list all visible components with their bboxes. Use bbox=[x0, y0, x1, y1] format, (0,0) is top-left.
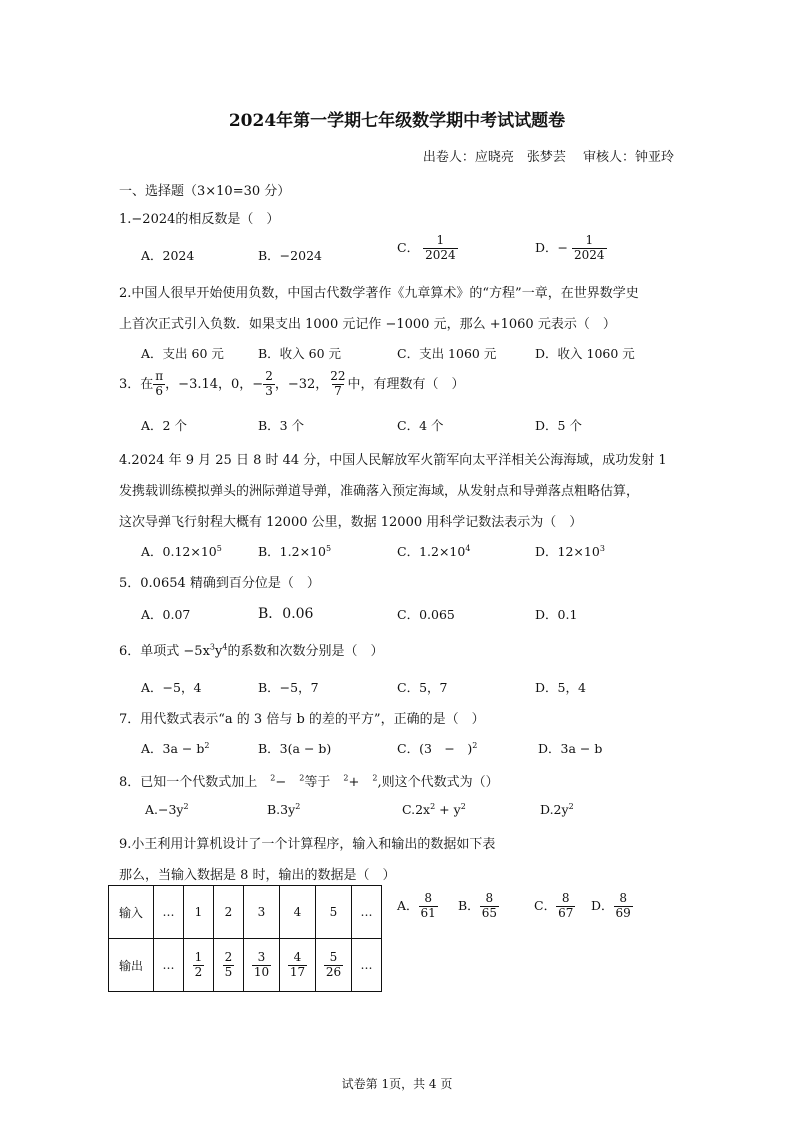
q8-option-a bbox=[145, 802, 189, 817]
fraction-numerator: 5 bbox=[329, 949, 338, 964]
authors-line: 出卷人：应晓亮 张梦芸 审核人：钟亚玲 bbox=[422, 150, 674, 165]
q6-stem-part-c: 的系数和次数分别是（ ） bbox=[227, 644, 384, 659]
q6-option-a: A．−5，4 bbox=[141, 680, 202, 695]
q2-option-c: C．支出 1060 元 bbox=[397, 346, 497, 361]
table-cell: … bbox=[352, 886, 382, 939]
table-row-input bbox=[109, 886, 382, 939]
q4-option-c bbox=[397, 542, 470, 560]
q9-option-d-label: D． bbox=[591, 897, 614, 913]
table-header-output: 输出 bbox=[109, 939, 154, 992]
fraction-denominator: 7 bbox=[334, 383, 342, 398]
q3-option-b: B．3 个 bbox=[258, 418, 305, 433]
question-5-stem: 5．0.0654 精确到百分位是（ ） bbox=[119, 576, 320, 591]
fraction-denominator: 2024 bbox=[573, 247, 605, 262]
fraction-denominator: 10 bbox=[253, 964, 270, 979]
output-fraction bbox=[252, 951, 271, 980]
fraction-numerator: 1 bbox=[194, 949, 203, 964]
table-cell: … bbox=[154, 886, 184, 939]
question-3-stem bbox=[119, 370, 465, 399]
q4-option-a bbox=[141, 542, 222, 560]
q2-option-d: D．收入 1060 元 bbox=[535, 346, 635, 361]
exponent: 2 bbox=[270, 773, 276, 783]
input-output-table bbox=[108, 885, 382, 992]
output-fraction bbox=[288, 951, 307, 980]
q9-option-d bbox=[591, 892, 633, 921]
q7-option-a bbox=[141, 739, 209, 757]
table-cell bbox=[244, 939, 280, 992]
question-7-stem: 7．用代数式表示“a 的 3 倍与 b 的差的平方”，正确的是（ ） bbox=[119, 712, 485, 727]
fraction-numerator: 8 bbox=[561, 891, 570, 905]
q9-option-c bbox=[534, 892, 575, 921]
q3-option-a: A．2 个 bbox=[141, 418, 187, 433]
q3-option-d: D．5 个 bbox=[535, 418, 582, 433]
fraction-numerator: 1 bbox=[436, 233, 445, 247]
fraction-denominator: 61 bbox=[420, 905, 436, 920]
fraction-denominator: 67 bbox=[558, 905, 574, 920]
q9-option-a-fraction bbox=[419, 892, 438, 921]
q9-option-b-label: B． bbox=[458, 897, 480, 913]
fraction-numerator: 8 bbox=[485, 891, 494, 905]
exponent: 4 bbox=[222, 642, 228, 652]
question-4-line-1: 4.2024 年 9 月 25 日 8 时 44 分，中国人民解放军火箭军向太平洋相关公海海域，成功发射 1 bbox=[119, 453, 667, 468]
q8-option-b-base: B.3y bbox=[267, 802, 296, 818]
q6-option-c: C．5，7 bbox=[397, 680, 448, 695]
table-cell bbox=[184, 939, 214, 992]
fraction-denominator: 69 bbox=[615, 905, 631, 920]
exponent: 3 bbox=[599, 543, 605, 553]
table-cell: 1 bbox=[184, 886, 214, 939]
q5-option-b: B．0.06 bbox=[258, 606, 314, 622]
q6-stem-part-a: 6．单项式 −5x bbox=[119, 644, 210, 659]
q3-fraction-22-over-7 bbox=[328, 370, 347, 399]
q8-option-d-base: D.2y bbox=[540, 802, 569, 818]
page-footer: 试卷第 1页，共 4 页 bbox=[341, 1077, 453, 1091]
q2-option-b: B．收入 60 元 bbox=[258, 346, 342, 361]
q9-option-b-fraction bbox=[480, 892, 499, 921]
q7-option-c bbox=[397, 739, 477, 757]
exponent: 2 bbox=[295, 802, 301, 811]
q7-option-a-base: A．3a − b bbox=[141, 741, 205, 756]
fraction-denominator: 2 bbox=[194, 964, 203, 979]
q5-option-a: A．0.07 bbox=[141, 607, 191, 622]
table-cell bbox=[316, 939, 352, 992]
q3-middle-2: ，−32， bbox=[274, 376, 329, 392]
table-header-input: 输入 bbox=[109, 886, 154, 939]
exponent: 2 bbox=[183, 802, 189, 811]
output-fraction bbox=[193, 951, 205, 980]
table-cell bbox=[214, 939, 244, 992]
q8-option-c-mid: + y bbox=[435, 802, 461, 818]
question-4-line-3: 这次导弹飞行射程大概有 12000 公里，数据 12000 用科学记数法表示为（ ） bbox=[119, 515, 583, 530]
q4-option-d-base: D．12×10 bbox=[535, 544, 600, 559]
fraction-denominator: 17 bbox=[289, 964, 306, 979]
exponent: 2 bbox=[460, 802, 466, 811]
fraction-numerator: π bbox=[155, 369, 164, 383]
q4-option-d bbox=[535, 542, 605, 560]
q7-option-d: D．3a − b bbox=[538, 741, 603, 756]
output-fraction bbox=[324, 951, 343, 980]
exponent: 2 bbox=[372, 773, 378, 783]
exam-title: 2024年第一学期七年级数学期中考试试题卷 bbox=[228, 111, 566, 131]
fraction-denominator: 6 bbox=[155, 383, 164, 398]
question-6-stem bbox=[119, 640, 383, 659]
fraction-numerator: 8 bbox=[424, 891, 432, 905]
q8-option-c bbox=[402, 802, 466, 817]
exponent: 2 bbox=[472, 740, 478, 750]
q3-suffix: 中，有理数有（ ） bbox=[347, 376, 465, 392]
q3-fraction-2-over-3 bbox=[263, 370, 275, 399]
exponent: 5 bbox=[325, 543, 332, 553]
q1-option-a: A．2024 bbox=[141, 248, 195, 263]
section-heading: 一、选择题（3×10=30 分） bbox=[119, 184, 291, 199]
fraction-denominator: 26 bbox=[325, 964, 342, 979]
q8-stem-part-e: ,则这个代数式为（） bbox=[377, 775, 499, 790]
q4-option-a-base: A．0.12×10 bbox=[141, 544, 217, 559]
fraction-denominator: 5 bbox=[224, 964, 233, 979]
table-cell: … bbox=[154, 939, 184, 992]
exponent: 2 bbox=[204, 740, 210, 750]
table-cell bbox=[280, 939, 316, 992]
q1-option-c bbox=[397, 234, 458, 263]
question-4-line-2: 发携载训练模拟弹头的洲际弹道导弹，准确落入预定海域，从发射点和导弹落点粗略估算， bbox=[119, 484, 640, 499]
q2-option-a: A．支出 60 元 bbox=[141, 346, 224, 361]
question-1-stem: 1.−2024的相反数是（ ） bbox=[119, 212, 280, 227]
q9-option-c-fraction bbox=[556, 892, 575, 921]
q7-option-c-base: C．(3 − ) bbox=[397, 741, 473, 756]
question-8-stem bbox=[119, 771, 499, 790]
q4-option-b-base: B．1.2×10 bbox=[258, 544, 326, 559]
q3-middle-1: ，−3.14，0，− bbox=[165, 376, 264, 392]
output-fraction bbox=[223, 951, 235, 980]
q9-option-b bbox=[458, 892, 499, 921]
fraction-denominator: 3 bbox=[265, 383, 273, 398]
q9-option-a bbox=[397, 892, 438, 921]
exponent: 5 bbox=[216, 543, 222, 553]
exponent: 4 bbox=[465, 543, 471, 553]
q4-option-c-base: C．1.2×10 bbox=[397, 544, 466, 559]
exponent: 2 bbox=[299, 773, 305, 783]
q1-option-d bbox=[535, 234, 607, 263]
fraction-numerator: 3 bbox=[257, 949, 266, 964]
fraction-numerator: 4 bbox=[293, 949, 302, 964]
question-2-line-2: 上首次正式引入负数．如果支出 1000 元记作 −1000 元，那么 +1060 元表示（ ） bbox=[119, 317, 616, 332]
q7-option-b: B．3(a − b) bbox=[258, 741, 332, 756]
q9-option-a-label: A． bbox=[397, 897, 419, 913]
table-cell: 2 bbox=[214, 886, 244, 939]
question-9-line-1: 9.小王利用计算机设计了一个计算程序，输入和输出的数据如下表 bbox=[119, 837, 496, 852]
q1-option-c-fraction bbox=[423, 234, 458, 263]
q8-option-d bbox=[540, 802, 574, 817]
fraction-numerator: 8 bbox=[619, 891, 627, 905]
q5-option-d: D．0.1 bbox=[535, 607, 578, 622]
fraction-denominator: 2024 bbox=[425, 247, 456, 262]
q1-option-d-label: D．− bbox=[535, 239, 568, 255]
q8-stem-part-b: − bbox=[275, 775, 287, 790]
q9-option-c-label: C． bbox=[534, 897, 557, 913]
q3-fraction-pi-over-6 bbox=[153, 370, 165, 399]
exponent: 3 bbox=[209, 642, 215, 652]
q4-option-b bbox=[258, 542, 331, 560]
q8-stem-part-d: + bbox=[348, 775, 360, 790]
table-cell: … bbox=[352, 939, 382, 992]
q8-option-c-base: C.2x bbox=[402, 802, 431, 818]
table-cell: 3 bbox=[244, 886, 280, 939]
q6-stem-part-b: y bbox=[215, 644, 223, 659]
question-2-line-1: 2.中国人很早开始使用负数，中国古代数学著作《九章算术》的“方程”一章，在世界数学史 bbox=[119, 286, 639, 301]
q8-option-a-base: A.−3y bbox=[145, 802, 184, 818]
exponent: 2 bbox=[568, 802, 574, 811]
q5-option-c: C．0.065 bbox=[397, 607, 455, 622]
q3-option-c: C．4 个 bbox=[397, 418, 444, 433]
q1-option-c-label: C． bbox=[397, 239, 420, 255]
q9-option-d-fraction bbox=[614, 892, 633, 921]
exponent: 2 bbox=[343, 773, 349, 783]
q6-option-b: B．−5，7 bbox=[258, 680, 319, 695]
fraction-numerator: 22 bbox=[330, 369, 346, 383]
fraction-numerator: 2 bbox=[265, 369, 273, 383]
q6-option-d: D．5，4 bbox=[535, 680, 586, 695]
q3-prefix: 3．在 bbox=[119, 376, 154, 392]
q1-option-d-fraction bbox=[572, 234, 607, 263]
table-row-output bbox=[109, 939, 382, 992]
exponent: 2 bbox=[430, 802, 436, 811]
fraction-denominator: 65 bbox=[481, 905, 497, 920]
fraction-numerator: 1 bbox=[585, 233, 594, 247]
q1-option-b: B．−2024 bbox=[258, 248, 322, 263]
fraction-numerator: 2 bbox=[224, 949, 233, 964]
q8-stem-part-c: 等于 bbox=[304, 775, 331, 790]
question-9-line-2: 那么，当输入数据是 8 时，输出的数据是（ ） bbox=[119, 868, 396, 883]
q8-option-b bbox=[267, 802, 300, 817]
table-cell: 5 bbox=[316, 886, 352, 939]
table-cell: 4 bbox=[280, 886, 316, 939]
q8-stem-part-a: 8．已知一个代数式加上 bbox=[119, 775, 258, 790]
